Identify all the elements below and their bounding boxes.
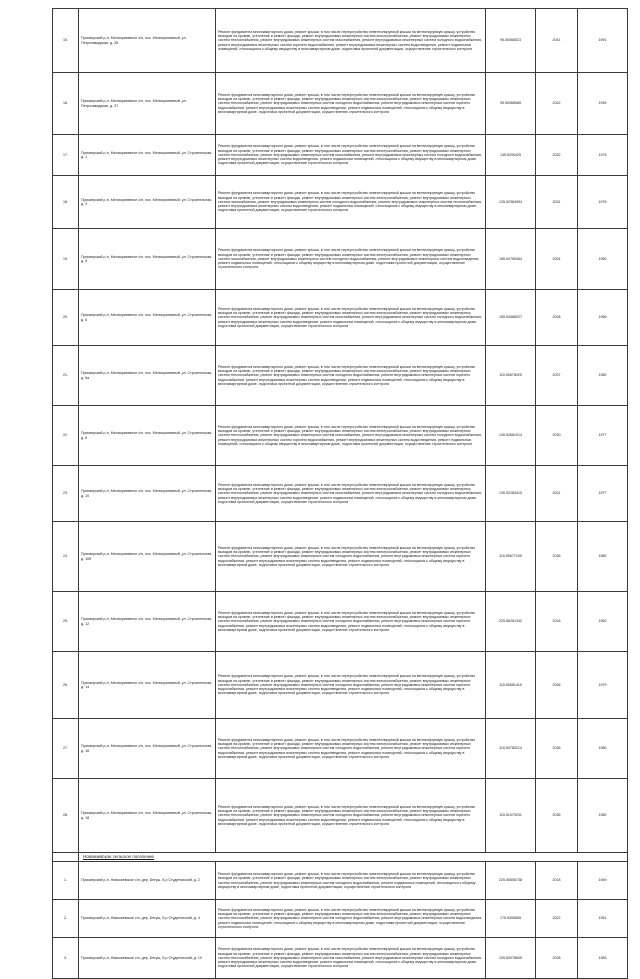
table-row [53, 466, 628, 522]
table-row [53, 346, 628, 406]
build-year: 1951 [578, 900, 628, 938]
repair-works: Ремонт фундамента многоквартирного дома, ремонт крыши, в том числе переустройство невентилируемой крыши на вентилируемую крышу, устройство выходов на кровлю, утепление и ремонт фасада, ремонт внутридомовых инженерных систем электроснабжения, ремонт внутридомовых инженерных систем теплоснабжения, ремонт внутридомовых инженерных систем холодного водоснабжения, ремонт подвальных помещений, относящихся к общему имуществу в многоквартирном доме, подготовка проектной документации, осуществление строительного контроля [216, 862, 486, 900]
table-row [53, 652, 628, 719]
house-address: Приозерский р-н, Мелиоративное с/п, пос. Мелиоративный, ул. Строительная, д. 18 [79, 779, 216, 853]
planned-year: 2028 [536, 290, 578, 346]
repair-cost: 105.50078605 [486, 938, 536, 979]
build-year: 1976 [578, 176, 628, 229]
build-year: 1979 [578, 652, 628, 719]
planned-year: 2030 [536, 406, 578, 466]
repair-cost: 135.52384994 [486, 176, 536, 229]
build-year: 1994 [578, 73, 628, 135]
build-year: 1975 [578, 135, 628, 176]
repair-works: Ремонт фундамента многоквартирного дома, ремонт крыши, в том числе переустройство невентилируемой крыши на вентилируемую крышу, устройство выходов на кровлю, утепление и ремонт фасада, ремонт внутридомовых инженерных систем электроснабжения, ремонт внутридомовых инженерных систем теплоснабжения, ремонт внутридомовых инженерных систем газоснабжения, ремонт внутридомовых инженерных систем холодного водоснабжения, ремонт внутридомовых инженерных систем водоотведения, ремонт подвальных помещений, относящихся к общему имуществу в многоквартирном доме, подготовка проектной документации, осуществление строительного контроля [216, 290, 486, 346]
row-number: 26. [53, 652, 79, 719]
planned-year: 2018 [536, 592, 578, 652]
house-address: Приозерский р-н, Мелиоративное с/п, пос. Мелиоративный, ул. Строительная, д. 1 [79, 135, 216, 176]
house-address: Приозерский р-н, Мелиоративное с/п, пос. Мелиоративный, ул. Строительная, д. 16 [79, 719, 216, 779]
repair-works: Ремонт фундамента многоквартирного дома, ремонт крыши, в том числе переустройство невентилируемой крыши на вентилируемую крышу, устройство выходов на кровлю, утепление и ремонт фасада, ремонт внутридомовых инженерных систем электроснабжения, ремонт внутридомовых инженерных систем теплоснабжения, ремонт внутридомовых инженерных систем холодного водоснабжения, ремонт внутридомовых инженерных систем горячего водоснабжения, ремонт внутридомовых инженерных систем водоотведения, ремонт подвальных помещений, относящихся к общему имуществу в многоквартирном доме, подготовка проектной документации, осуществление строительного контроля [216, 592, 486, 652]
repair-cost: 155.53488027 [486, 290, 536, 346]
row-number: 15. [53, 9, 79, 73]
row-number: 1. [53, 862, 79, 900]
repair-cost: 115.50678025 [486, 346, 536, 406]
planned-year: 2036 [536, 719, 578, 779]
planned-year: 2036 [536, 652, 578, 719]
table-row [53, 522, 628, 592]
repair-cost: 135.5299425 [486, 135, 536, 176]
house-address: Приозерский р-н, Мелиоративное с/п, пос. Мелиоративный, ул. Строительная, д. 10 [79, 466, 216, 522]
row-number: 24. [53, 522, 79, 592]
house-address: Приозерский р-н, Мелиоративное с/п, пос. Мелиоративный, ул. Строительная, д. 6 [79, 290, 216, 346]
row-number: 3. [53, 938, 79, 979]
build-year: 1977 [578, 406, 628, 466]
repair-cost: 115.50677159 [486, 522, 536, 592]
repair-works: Ремонт фундамента многоквартирного дома, ремонт крыши, в том числе переустройство невентилируемой крыши на вентилируемую крышу, устройство выходов на кровлю, утепление и ремонт фасада, ремонт внутридомовых инженерных систем электроснабжения, ремонт внутридомовых инженерных систем теплоснабжения, ремонт внутридомовых инженерных систем холодного водоснабжения, ремонт внутридомовых инженерных систем горячего водоснабжения, ремонт внутридомовых инженерных систем водоотведения, ремонт подвальных помещений, относящихся к общему имуществу в многоквартирном доме, подготовка проектной документации, осуществление строительного контроля [216, 652, 486, 719]
repair-works: Ремонт фундамента многоквартирного дома, ремонт крыши, в том числе переустройство невентилируемой крыши на вентилируемую крышу, устройство выходов на кровлю, утепление и ремонт фасада, ремонт внутридомовых инженерных систем электроснабжения, ремонт внутридомовых инженерных систем газоснабжения, ремонт внутридомовых инженерных систем холодного водоснабжения, ремонт внутридомовых инженерных систем водоотведения, ремонт подвальных помещений, относящихся к общему имуществу в многоквартирном доме, подготовка проектной документации, осуществление строительного контроля [216, 229, 486, 290]
section-title: Новокиевское сельское поселение [79, 853, 628, 862]
table-row [53, 779, 628, 853]
table-row [53, 229, 628, 290]
section-empty-cell [53, 853, 79, 862]
repair-cost: 95.50068585 [486, 73, 536, 135]
repair-cost: 175.5455665 [486, 900, 536, 938]
build-year: 1950 [578, 229, 628, 290]
house-address: Приозерский р-н, Мелиоративное с/п, пос. Мелиоративный, ул. Петрозаводская, д. 35 [79, 9, 216, 73]
repair-works: Ремонт фундамента многоквартирного дома, ремонт крыши, в том числе переустройство невентилируемой крыши на вентилируемую крышу, устройство выходов на кровлю, утепление и ремонт фасада, ремонт внутридомовых инженерных систем электроснабжения, ремонт внутридомовых инженерных систем теплоснабжения, ремонт внутридомовых инженерных систем газоснабжения, ремонт внутридомовых инженерных систем холодного водоснабжения, ремонт внутридомовых инженерных систем водоотведения, ремонт подвальных помещений, относящихся к общему имуществу в многоквартирном доме, подготовка проектной документации, осуществление строительного контроля [216, 135, 486, 176]
table-row [53, 938, 628, 979]
table-row [53, 135, 628, 176]
house-address: Приозерский р-н, Мелиоративное с/п, пос. Мелиоративный, ул. Строительная, д. 3 [79, 176, 216, 229]
table-row [53, 862, 628, 900]
house-address: Приозерский р-н, Мелиоративное с/п, пос. Мелиоративный, ул. Строительная, д. 8 [79, 406, 216, 466]
repair-cost: 155.54755464 [486, 229, 536, 290]
repair-cost: 135.52681014 [486, 406, 536, 466]
repair-works: Ремонт фундамента многоквартирного дома, ремонт крыши, в том числе переустройство невентилируемой крыши на вентилируемую крышу, устройство выходов на кровлю, утепление и ремонт фасада, ремонт внутридомовых инженерных систем электроснабжения, ремонт внутридомовых инженерных систем теплоснабжения, ремонт внутридомовых инженерных систем холодного водоснабжения, ремонт внутридомовых инженерных систем горячего водоснабжения, ремонт внутридомовых инженерных систем водоотведения, ремонт подвальных помещений, относящихся к общему имуществу в многоквартирном доме, подготовка проектной документации, осуществление строительного контроля [216, 522, 486, 592]
row-number: 23. [53, 466, 79, 522]
house-address: Приозерский р-н, Мелиоративное с/п, пос. Мелиоративный, ул. Строительная, д. 6а [79, 346, 216, 406]
house-address: Приозерский р-н, Мелиоративное с/п, пос. Мелиоративный, ул. Строительная, д. 12 [79, 592, 216, 652]
repair-cost: 135.52283415 [486, 466, 536, 522]
repair-works: Ремонт фундамента многоквартирного дома, ремонт крыши, в том числе переустройство невентилируемой крыши на вентилируемую крышу, устройство выходов на кровлю, утепление и ремонт фасада, ремонт внутридомовых инженерных систем электроснабжения, ремонт внутридомовых инженерных систем теплоснабжения, ремонт внутридомовых инженерных систем газоснабжения, ремонт внутридомовых инженерных систем холодного водоснабжения, ремонт внутридомовых инженерных систем водоотведения, ремонт подвальных помещений, относящихся к общему имуществу в многоквартирном доме, подготовка проектной документации, осуществление строительного контроля [216, 466, 486, 522]
table-row [53, 176, 628, 229]
house-address: Приозерский р-н, Мелиоративное с/п, пос. Мелиоративный, ул. Строительная, д. 10б [79, 522, 216, 592]
repair-works: Ремонт фундамента многоквартирного дома, ремонт крыши, в том числе переустройство невентилируемой крыши на вентилируемую крышу, устройство выходов на кровлю, утепление и ремонт фасада, ремонт внутридомовых инженерных систем электроснабжения, ремонт внутридомовых инженерных систем теплоснабжения, ремонт внутридомовых инженерных систем газоснабжения, ремонт внутридомовых инженерных систем холодного водоснабжения, ремонт внутридомовых инженерных систем горячего водоснабжения, ремонт внутридомовых инженерных систем водоотведения, ремонт подвальных помещений, относящихся к общему имуществу в многоквартирном доме, подготовка проектной документации, осуществление строительного контроля [216, 9, 486, 73]
planned-year: 2041 [536, 9, 578, 73]
row-number: 21. [53, 346, 79, 406]
row-number: 2. [53, 900, 79, 938]
repair-works: Ремонт фундамента многоквартирного дома, ремонт крыши, в том числе переустройство невентилируемой крыши на вентилируемую крышу, устройство выходов на кровлю, утепление и ремонт фасада, ремонт внутридомовых инженерных систем электроснабжения, ремонт внутридомовых инженерных систем теплоснабжения, ремонт внутридомовых инженерных систем холодного водоснабжения, ремонт внутридомовых инженерных систем горячего водоснабжения, ремонт внутридомовых инженерных систем водоотведения, ремонт подвальных помещений, относящихся к общему имуществу в многоквартирном доме, подготовка проектной документации, осуществление строительного контроля [216, 779, 486, 853]
planned-year: 2022 [536, 900, 578, 938]
row-number: 16. [53, 73, 79, 135]
planned-year: 2037 [536, 346, 578, 406]
repair-works: Ремонт фундамента многоквартирного дома, ремонт крыши, в том числе переустройство невентилируемой крыши на вентилируемую крышу, устройство выходов на кровлю, утепление и ремонт фасада, ремонт внутридомовых инженерных систем электроснабжения, ремонт внутридомовых инженерных систем теплоснабжения, ремонт внутридомовых инженерных систем газоснабжения, ремонт внутридомовых инженерных систем холодного водоснабжения, ремонт внутридомовых инженерных систем горячего водоснабжения, ремонт внутридомовых инженерных систем водоотведения, ремонт подвальных помещений, относящихся к общему имуществу в многоквартирном доме, подготовка проектной документации, осуществление строительного контроля [216, 406, 486, 466]
table-row [53, 73, 628, 135]
house-address: Приозерский р-н, Мелиоративное с/п, пос. Мелиоративный, ул. Петрозаводская, д. 37 [79, 73, 216, 135]
capital-repair-table [52, 8, 628, 979]
build-year: 1991 [578, 9, 628, 73]
build-year: 1980 [578, 719, 628, 779]
row-number: 20. [53, 290, 79, 346]
build-year: 1962 [578, 592, 628, 652]
repair-cost: 95.50068523 [486, 9, 536, 73]
planned-year: 2024 [536, 229, 578, 290]
row-number: 18. [53, 176, 79, 229]
repair-cost: 115.51079231 [486, 779, 536, 853]
build-year: 1977 [578, 466, 628, 522]
repair-cost: 115.50681419 [486, 652, 536, 719]
repair-works: Ремонт фундамента многоквартирного дома, ремонт крыши, в том числе переустройство невентилируемой крыши на вентилируемую крышу, устройство выходов на кровлю, утепление и ремонт фасада, ремонт внутридомовых инженерных систем электроснабжения, ремонт внутридомовых инженерных систем теплоснабжения, ремонт внутридомовых инженерных систем холодного водоснабжения, ремонт внутридомовых инженерных систем водоотведения, ремонт подвальных помещений, относящихся к общему имуществу в многоквартирном доме, подготовка проектной документации, осуществление строительного контроля [216, 900, 486, 938]
planned-year: 2038 [536, 938, 578, 979]
row-number: 17. [53, 135, 79, 176]
planned-year: 2036 [536, 779, 578, 853]
table-row [53, 900, 628, 938]
house-address: Приозерский р-н, Мелиоративное с/п, пос. Мелиоративный, ул. Строительная, д. 14 [79, 652, 216, 719]
planned-year: 2036 [536, 522, 578, 592]
repair-works: Ремонт фундамента многоквартирного дома, ремонт крыши, в том числе переустройство невентилируемой крыши на вентилируемую крышу, устройство выходов на кровлю, утепление и ремонт фасада, ремонт внутридомовых инженерных систем электроснабжения, ремонт внутридомовых инженерных систем теплоснабжения, ремонт внутридомовых инженерных систем газоснабжения, ремонт внутридомовых инженерных систем холодного водоснабжения, ремонт внутридомовых инженерных систем водоотведения, ремонт подвальных помещений, относящихся к общему имуществу в многоквартирном доме, подготовка проектной документации, осуществление строительного контроля [216, 938, 486, 979]
row-number: 19. [53, 229, 79, 290]
row-number: 25. [53, 592, 79, 652]
row-number: 27. [53, 719, 79, 779]
house-address: Приозерский р-н, Новокиевское с/п, дер. Бегуш, б-р Студенческий, д. 2 [79, 862, 216, 900]
table-row [53, 290, 628, 346]
build-year: 1949 [578, 862, 628, 900]
repair-cost: 225.56506738 [486, 862, 536, 900]
repair-cost: 225.56281342 [486, 592, 536, 652]
planned-year: 2032 [536, 135, 578, 176]
repair-works: Ремонт фундамента многоквартирного дома, ремонт крыши, в том числе переустройство невентилируемой крыши на вентилируемую крышу, устройство выходов на кровлю, утепление и ремонт фасада, ремонт внутридомовых инженерных систем электроснабжения, ремонт внутридомовых инженерных систем теплоснабжения, ремонт внутридомовых инженерных систем холодного водоснабжения, ремонт внутридомовых инженерных систем горячего водоснабжения, ремонт внутридомовых инженерных систем водоотведения, ремонт подвальных помещений, относящихся к общему имуществу в многоквартирном доме, подготовка проектной документации, осуществление строительного контроля [216, 73, 486, 135]
row-number: 22. [53, 406, 79, 466]
house-address: Приозерский р-н, Новокиевское с/п, дер. Бегуш, б-р Студенческий, д. 10 [79, 938, 216, 979]
table-row [53, 406, 628, 466]
table-row [53, 9, 628, 73]
build-year: 1982 [578, 522, 628, 592]
planned-year: 2018 [536, 862, 578, 900]
house-address: Приозерский р-н, Мелиоративное с/п, пос. Мелиоративный, ул. Строительная, д. 5 [79, 229, 216, 290]
build-year: 1982 [578, 779, 628, 853]
build-year: 1983 [578, 938, 628, 979]
planned-year: 2042 [536, 73, 578, 135]
repair-cost: 115.50780214 [486, 719, 536, 779]
register-sheet [52, 8, 627, 979]
house-address: Приозерский р-н, Новокиевское с/п, дер. Бегуш, б-р Студенческий, д. 4 [79, 900, 216, 938]
table-body [53, 9, 628, 979]
build-year: 1956 [578, 290, 628, 346]
planned-year: 2031 [536, 176, 578, 229]
row-number: 28. [53, 779, 79, 853]
section-row [53, 853, 628, 862]
planned-year: 2031 [536, 466, 578, 522]
table-row [53, 592, 628, 652]
repair-works: Ремонт фундамента многоквартирного дома, ремонт крыши, в том числе переустройство невентилируемой крыши на вентилируемую крышу, устройство выходов на кровлю, утепление и ремонт фасада, ремонт внутридомовых инженерных систем электроснабжения, ремонт внутридомовых инженерных систем теплоснабжения, ремонт внутридомовых инженерных систем холодного водоснабжения, ремонт внутридомовых инженерных систем горячего водоснабжения, ремонт внутридомовых инженерных систем водоотведения, ремонт подвальных помещений, относящихся к общему имуществу в многоквартирном доме, подготовка проектной документации, осуществление строительного контроля [216, 719, 486, 779]
repair-works: Ремонт фундамента многоквартирного дома, ремонт крыши, в том числе переустройство невентилируемой крыши на вентилируемую крышу, устройство выходов на кровлю, утепление и ремонт фасада, ремонт внутридомовых инженерных систем электроснабжения, ремонт внутридомовых инженерных систем газоснабжения, ремонт внутридомовых инженерных систем холодного водоснабжения, ремонт внутридомовых инженерных систем теплоснабжения, ремонт внутридомовых инженерных систем водоотведения, ремонт подвальных помещений, относящихся к общему имуществу в многоквартирном доме, подготовка проектной документации, осуществление строительного контроля [216, 176, 486, 229]
table-row [53, 719, 628, 779]
repair-works: Ремонт фундамента многоквартирного дома, ремонт крыши, в том числе переустройство невентилируемой крыши на вентилируемую крышу, устройство выходов на кровлю, утепление и ремонт фасада, ремонт внутридомовых инженерных систем электроснабжения, ремонт внутридомовых инженерных систем теплоснабжения, ремонт внутридомовых инженерных систем холодного водоснабжения, ремонт внутридомовых инженерных систем горячего водоснабжения, ремонт внутридомовых инженерных систем водоотведения, ремонт подвальных помещений, относящихся к общему имуществу в многоквартирном доме, подготовка проектной документации, осуществление строительного контроля [216, 346, 486, 406]
build-year: 1982 [578, 346, 628, 406]
